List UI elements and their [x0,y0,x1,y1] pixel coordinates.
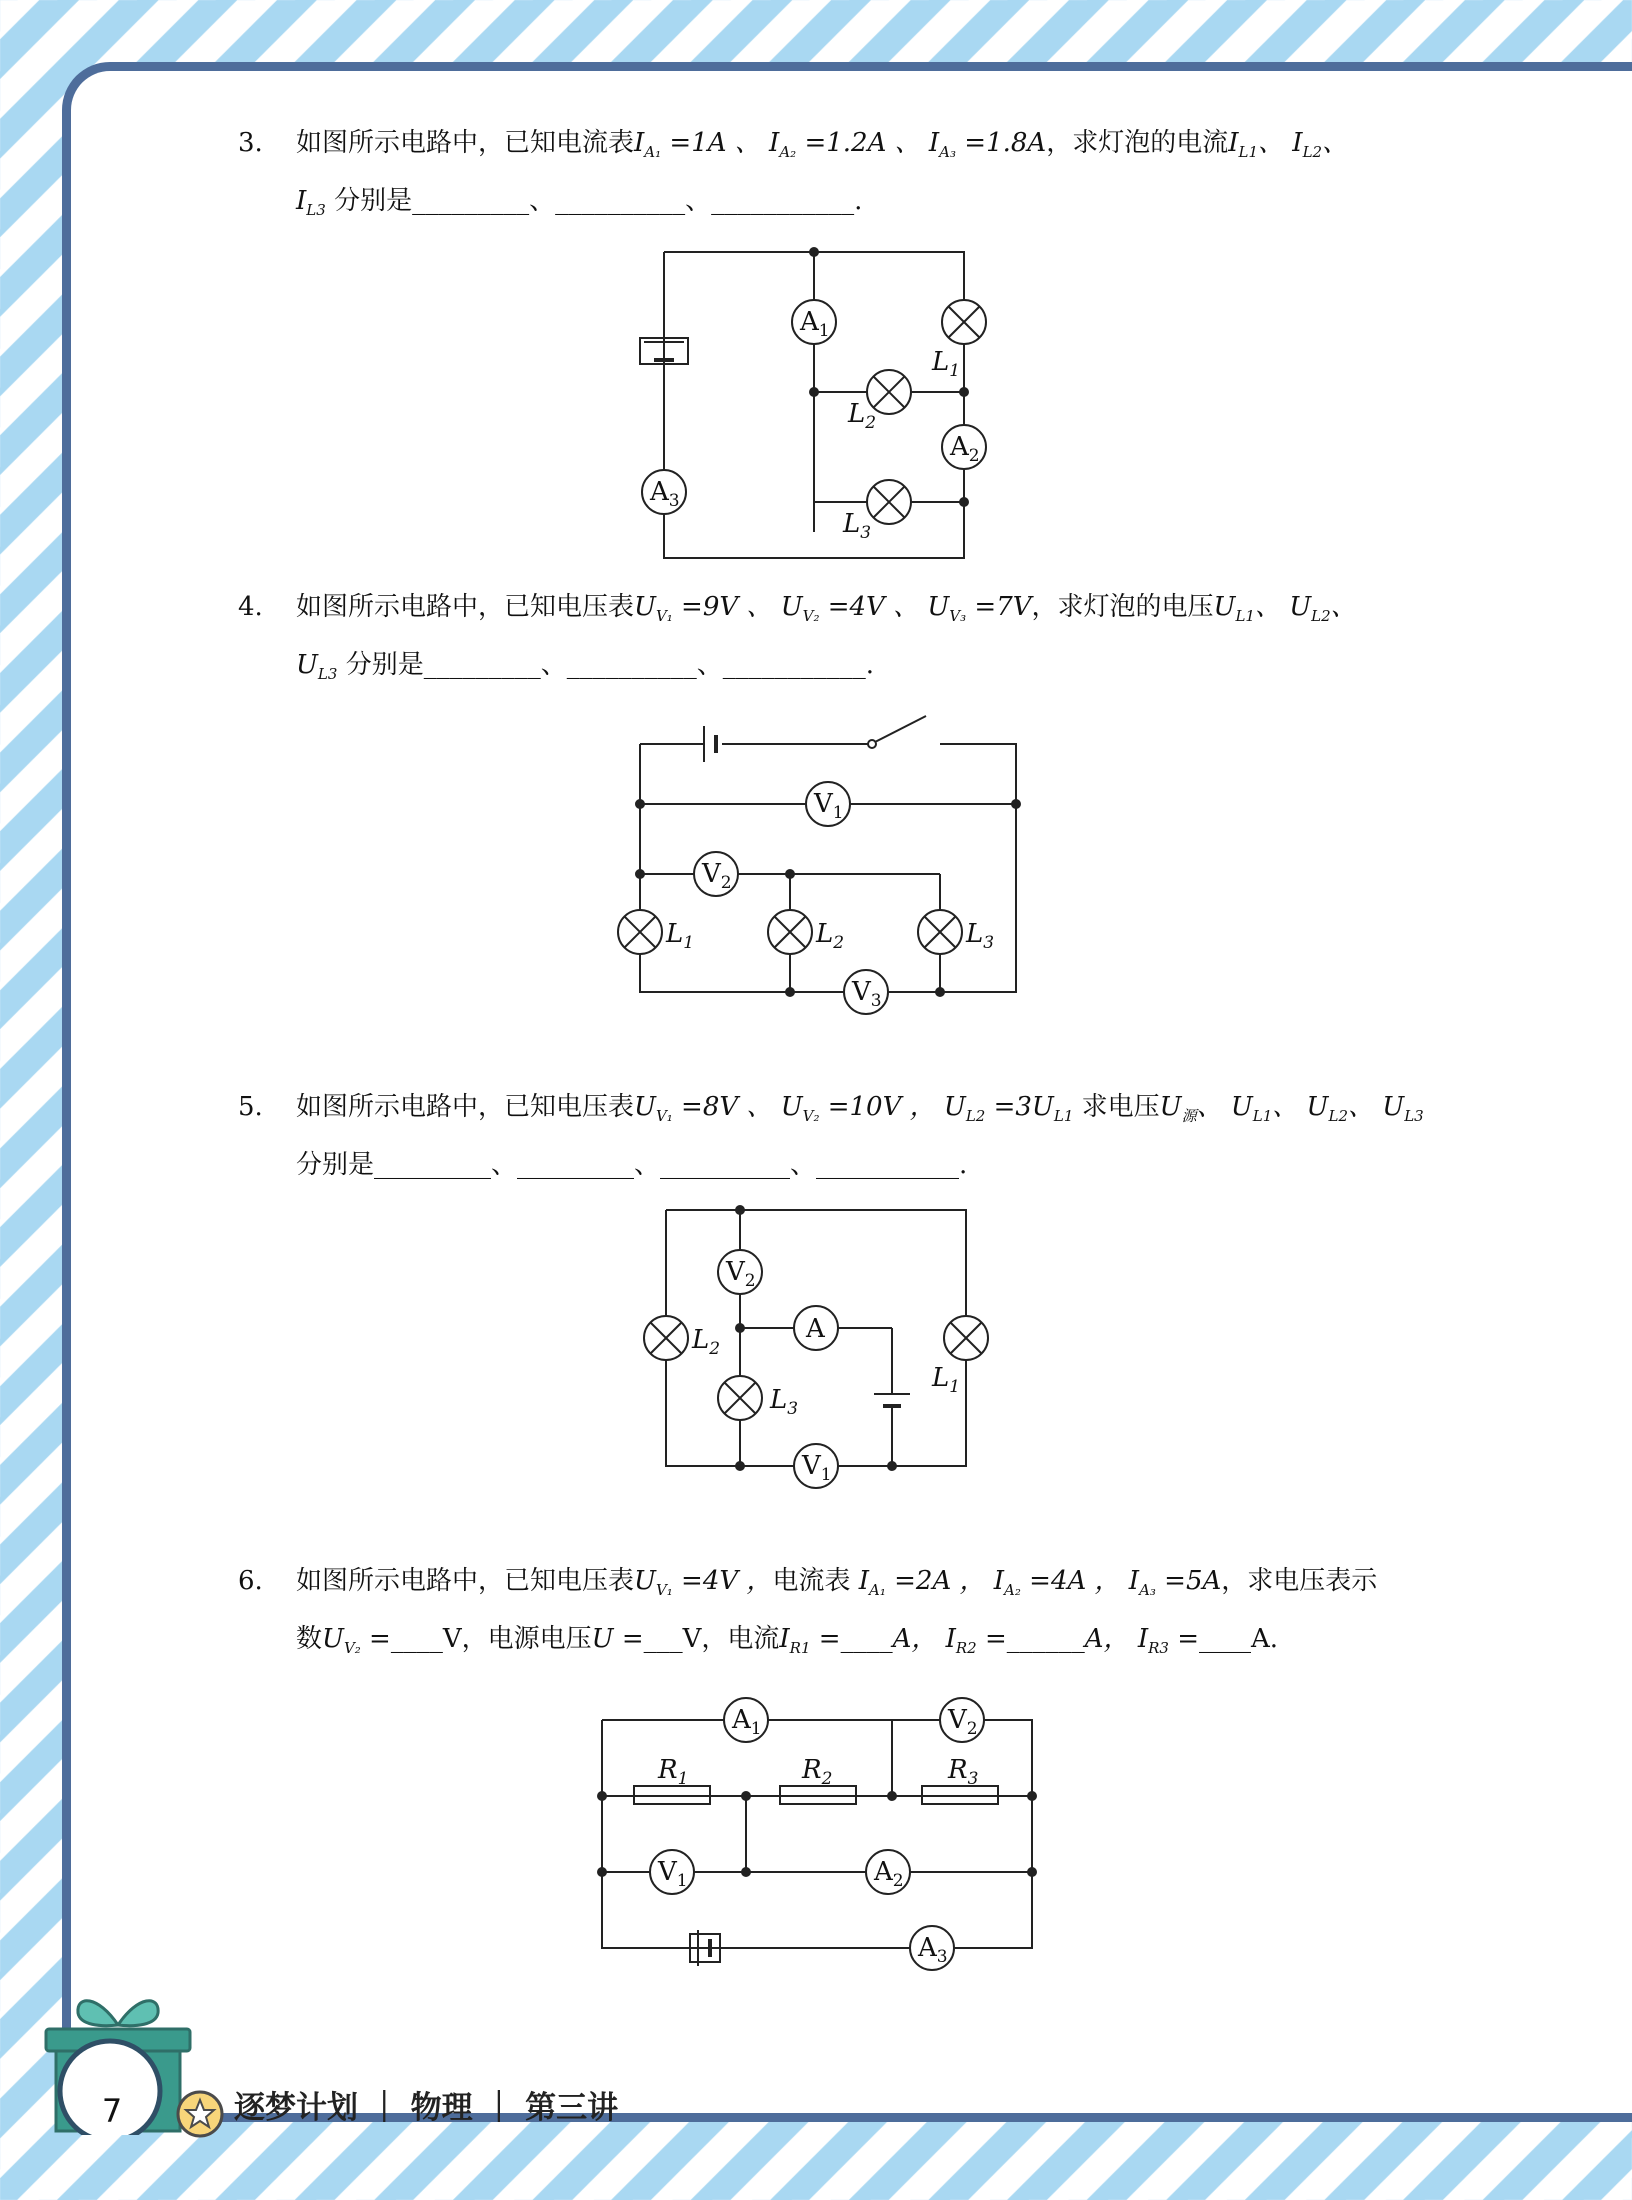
question-5 [238,1092,1424,1180]
formula: $U_{L1}$、 $U_{L2}$、 [1213,592,1357,626]
svg-text:L2: $L_2$ [816,919,845,953]
svg-text:A2: $A_2$ [950,432,980,466]
question-number: 5. [238,1092,263,1122]
question-6 [238,1566,1378,1658]
svg-text:L3: $L_3$ [770,1385,799,1419]
question-text: 如图所示电路中，已知电流表 [296,128,635,158]
question-text: ，求灯泡的电流 [1046,128,1229,158]
question-text: ，求电压表示 [1221,1566,1378,1596]
question-text: 如图所示电路中，已知电压表 [296,1566,635,1596]
svg-text:L3: $L_3$ [966,919,995,953]
svg-text:A1: $A_1$ [732,1705,762,1739]
formula: $I_{A_1} =1A$ 、 $I_{A_2} =1.2A$ 、 $I_{A_3} =1.8A$ [634,128,1047,162]
svg-text:A3: $A_3$ [650,477,680,511]
question-text: 分别是_________、__________、___________. [345,650,874,680]
svg-text:A3: $A_3$ [918,1933,948,1967]
ammeter-a3 [910,1926,954,1970]
question-3 [238,128,1349,220]
resistor-r2-label: $R_2$ [802,1755,833,1789]
svg-text:V3: $V_3$ [852,977,882,1011]
svg-text:A: A [806,1314,825,1344]
page-number: 7 [101,2092,123,2130]
svg-text:V2: $V_2$ [948,1705,978,1739]
svg-text:A2: $A_2$ [874,1857,904,1891]
lamp-l3 [718,1376,798,1420]
ammeter-a [794,1306,838,1350]
circuit-diagram-4 [600,700,1060,1040]
svg-text:L1: $L_1$ [666,919,695,953]
lamp-l3 [842,480,911,543]
ammeter-a3 [642,470,686,514]
question-text: 如图所示电路中，已知电压表 [296,1092,635,1122]
lamp-l1 [618,910,694,954]
question-text: 数 [296,1624,323,1654]
resistor-r1-label: $R_1$ [658,1755,689,1789]
formula: $I_{L1}$、 $I_{L2}$、 [1228,128,1349,162]
formula: $U_{V_1} =4V$ ，电流表 $I_{A_1} =2A$ ， $I_{A_2} =4A$ ， $I_{A_3} =5A$ [634,1566,1222,1600]
footer-title: 逐梦计划 ｜ 物理 ｜ 第三讲 [234,2090,619,2126]
lamp-l1 [931,300,986,381]
svg-text:V1: $V_1$ [658,1857,688,1891]
question-text: V，电流 [682,1624,780,1654]
svg-text:V2: $V_2$ [702,859,732,893]
svg-text:L2: $L_2$ [848,399,877,433]
question-4 [238,592,1357,684]
svg-text:V1: $V_1$ [802,1451,832,1485]
question-text: A. [1251,1624,1279,1654]
formula: $U_源$、 $U_{L1}$、 $U_{L2}$、 $U_{L3}$ [1159,1092,1424,1126]
question-number: 3. [238,128,263,158]
question-text: 分别是_________、__________、___________. [334,186,863,216]
lamp-l1 [931,1316,988,1397]
lamp-l2 [768,910,844,954]
formula: $I_{R1}$ =____A， $I_{R2}$ =______A， $I_{R3}$ =____ [779,1624,1252,1658]
ammeter-a1 [724,1698,768,1742]
question-text: 求电压 [1081,1092,1160,1122]
lamp-l2 [847,370,911,433]
formula: $U_{L3}$ [296,650,338,684]
voltmeter-v1 [650,1850,694,1894]
svg-text:V1: $V_1$ [814,789,844,823]
voltmeter-v3 [844,970,888,1014]
star-icon [174,2088,226,2140]
circuit-diagram-5 [620,1190,1020,1510]
svg-text:L3: $L_3$ [843,509,872,543]
formula: $U_{V_1} =9V$ 、 $U_{V_2} =4V$ 、 $U_{V_3} =7V$ [634,592,1032,626]
svg-text:V2: $V_2$ [726,1257,756,1291]
lamp-l2 [644,1316,720,1360]
resistor-r3-label: $R_3$ [948,1755,979,1789]
ammeter-a2 [942,425,986,469]
voltmeter-v1 [794,1444,838,1488]
question-number: 4. [238,592,263,622]
question-text: ，求灯泡的电压 [1031,592,1214,622]
formula: $U_{V_2}$ =____ [322,1624,443,1658]
svg-text:A1: $A_1$ [800,307,830,341]
question-text: 分别是_________、_________、__________、___________. [296,1150,968,1180]
ammeter-a1 [792,300,836,344]
svg-text:L2: $L_2$ [692,1325,721,1359]
formula: $I_{L3}$ [296,186,326,220]
formula: $U_{V_1} =8V$ 、 $U_{V_2} =10V$ ， $U_{L2} =3U_{L1}$ [634,1092,1074,1126]
circuit-diagram-6 [590,1690,1050,1990]
ammeter-a2 [866,1850,910,1894]
voltmeter-v2 [694,852,738,896]
question-text: 如图所示电路中，已知电压表 [296,592,635,622]
voltmeter-v1 [806,782,850,826]
svg-text:L1: $L_1$ [932,1363,961,1397]
lamp-l3 [918,910,994,954]
voltmeter-v2 [718,1250,762,1294]
formula: U =___ [591,1624,683,1654]
svg-text:L1: $L_1$ [932,347,961,381]
circuit-diagram-3 [600,230,1020,590]
voltmeter-v2 [940,1698,984,1742]
question-text: V，电源电压 [442,1624,592,1654]
question-number: 6. [238,1566,263,1596]
